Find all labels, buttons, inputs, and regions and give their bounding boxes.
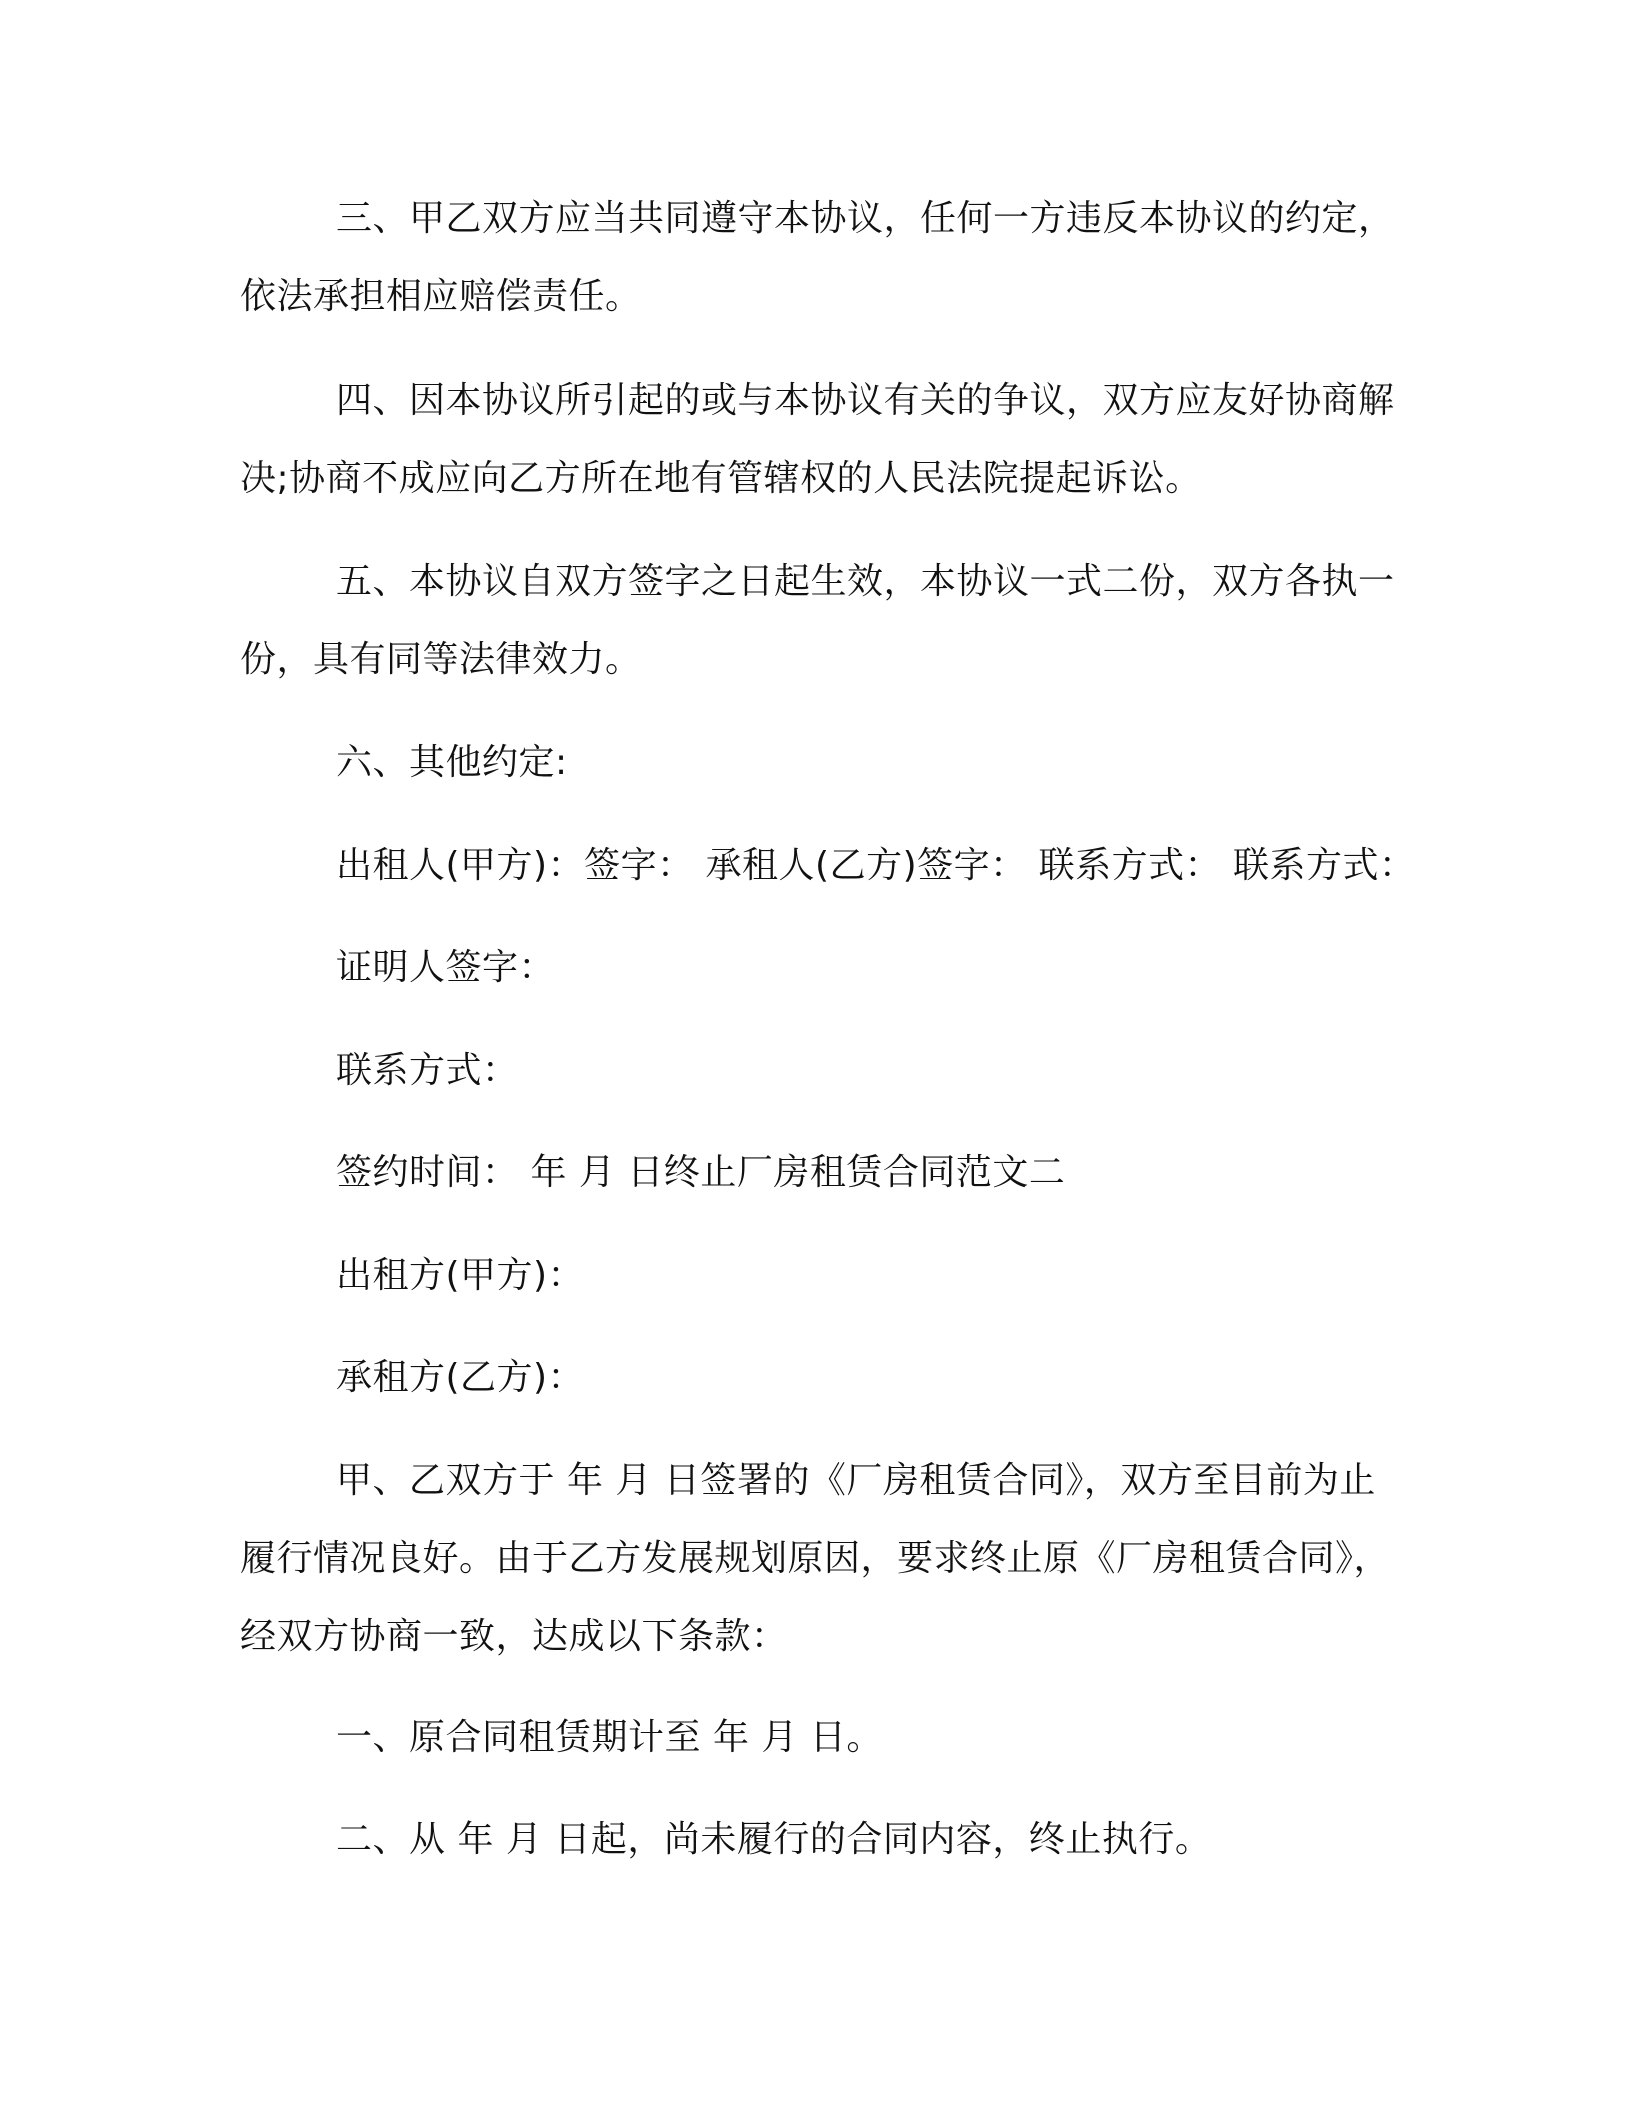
- termination-clause-one: 一、原合同租赁期计至 年 月 日。: [336, 1717, 883, 1758]
- clause-three: 三、甲乙双方应当共同遵守本协议，任何一方违反本协议的约定，依法承担相应赔偿责任。: [240, 198, 1395, 317]
- termination-clause-two: 二、从 年 月 日起，尚未履行的合同内容，终止执行。: [336, 1819, 1212, 1860]
- clause-four: 四、因本协议所引起的或与本协议有关的争议，双方应友好协商解决;协商不成应向乙方所在地有管辖权的人民法院提起诉讼。: [240, 380, 1395, 499]
- clause-six: 六、其他约定:: [336, 742, 568, 783]
- signing-date: 签约时间： 年 月 日终止厂房租赁合同范文二: [336, 1152, 1066, 1193]
- contact-info: 联系方式：: [336, 1050, 519, 1091]
- signature-line: 出租人(甲方)：签字： 承租人(乙方)签字： 联系方式： 联系方式：: [336, 845, 1416, 886]
- lessor-party: 出租方(甲方)：: [336, 1255, 585, 1296]
- witness-signature: 证明人签字：: [336, 947, 556, 988]
- termination-preamble: 甲、乙双方于 年 月 日签署的《厂房租赁合同》，双方至目前为止履行情况良好。由于乙方发展规划原因，要求终止原《厂房租赁合同》，经双方协商一致，达成以下条款：: [240, 1460, 1391, 1657]
- clause-five: 五、本协议自双方签字之日起生效，本协议一式二份，双方各执一份，具有同等法律效力。: [240, 561, 1395, 680]
- lessee-party: 承租方(乙方)：: [336, 1357, 585, 1398]
